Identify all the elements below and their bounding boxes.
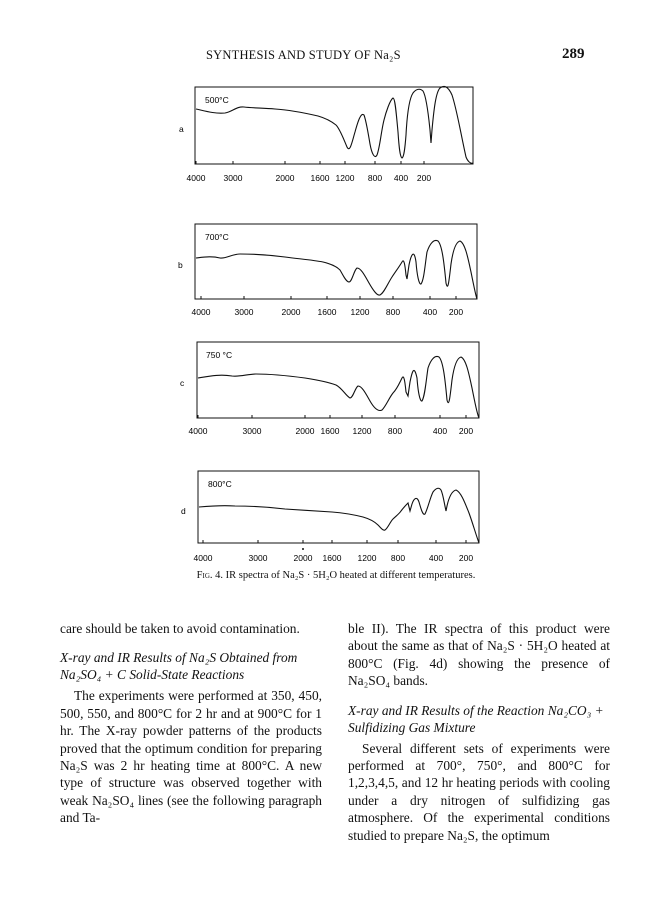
paragraph: ble II). The IR spectra of this product were about the same as that of Na₂S · 5H₂O heated at 800°C (Fig. 4d) showing the presence of Na₂SO₄ bands.	[348, 621, 610, 689]
tick-label: 1600	[320, 426, 340, 436]
tick-label: 2000	[295, 426, 315, 436]
paragraph: care should be taken to avoid contamination.	[60, 621, 300, 636]
tick-label: 4000	[188, 426, 208, 436]
tick-label: 1600	[310, 173, 330, 183]
tick-label: 200	[448, 307, 464, 317]
tick-label: 1200	[350, 307, 370, 317]
tick-label: 800	[385, 307, 401, 317]
spectrum-panel-d	[181, 471, 479, 563]
panel-d-frame	[198, 471, 479, 543]
body-column-right	[348, 620, 610, 844]
paragraph: The experiments were performed at 350, 450, 500, 550, and 800°C for 2 hr and at 900°C for 1 hr. The X-ray powder patterns of the products proved that the optimum condition for preparing Na₂S was 2 hr heating time at 800°C. A new type of structure was observed together with weak Na₂SO₄ lines (see the following paragraph and Ta-	[60, 688, 322, 826]
tick-label: 3000	[223, 173, 243, 183]
panel-a-spectrum	[196, 86, 473, 163]
tick-label: 4000	[186, 173, 206, 183]
panel-c-frame	[197, 342, 479, 418]
panel-a-frame	[195, 87, 473, 164]
tick-label: 800	[367, 173, 383, 183]
tick-label: 800	[390, 553, 406, 563]
section-heading: X-ray and IR Results of the Reaction Na₂CO₃ + Sulfidizing Gas Mixture	[348, 702, 604, 735]
tick-label: 1200	[357, 553, 377, 563]
panel-a-letter: a	[179, 124, 184, 134]
panel-d-dot-mark	[302, 548, 304, 550]
tick-label: 400	[432, 426, 448, 436]
tick-label: 1200	[352, 426, 372, 436]
tick-label: 200	[416, 173, 432, 183]
page-number: 289	[562, 46, 585, 62]
body-column-left	[60, 620, 322, 827]
figure-caption-label: Fig. 4.	[196, 570, 224, 581]
tick-label: 400	[422, 307, 438, 317]
tick-label: 3000	[234, 307, 254, 317]
spectrum-panel-a	[179, 86, 473, 183]
tick-label: 3000	[248, 553, 268, 563]
tick-label: 400	[428, 553, 444, 563]
tick-label: 1600	[317, 307, 337, 317]
panel-d-temperature: 800°C	[208, 479, 232, 489]
panel-c-spectrum	[198, 356, 479, 418]
panel-b-spectrum	[196, 240, 477, 299]
tick-label: 200	[458, 553, 474, 563]
panel-c-temperature: 750 °C	[206, 350, 233, 360]
running-title: SYNTHESIS AND STUDY OF Na₂S	[206, 48, 401, 62]
tick-label: 2000	[275, 173, 295, 183]
figure-caption	[0, 570, 672, 581]
spectrum-panel-c	[180, 342, 479, 436]
tick-label: 200	[458, 426, 474, 436]
section-heading: X-ray and IR Results of Na₂S Obtained from Na₂SO₄ + C Solid-State Reactions	[60, 650, 298, 683]
tick-label: 800	[387, 426, 403, 436]
tick-label: 2000	[293, 553, 313, 563]
tick-label: 1600	[322, 553, 342, 563]
panel-a-temperature: 500°C	[205, 95, 229, 105]
tick-label: 4000	[191, 307, 211, 317]
panel-b-letter: b	[178, 260, 183, 270]
panel-c-letter: c	[180, 378, 185, 388]
tick-label: 2000	[281, 307, 301, 317]
panel-d-letter: d	[181, 506, 186, 516]
tick-label: 4000	[193, 553, 213, 563]
tick-label: 400	[393, 173, 409, 183]
tick-label: 3000	[242, 426, 262, 436]
paragraph: Several different sets of experiments were performed at 700°, 750°, and 800°C for 1,2,3,4,5, and 12 hr heating periods with cooling under a dry nitrogen of sulfidizing gas atmosphere. Of the experimental conditions studied to prepare Na₂S, the optimum	[348, 740, 610, 843]
panel-d-spectrum	[199, 488, 479, 543]
spectrum-panel-b	[178, 224, 477, 317]
figure-caption-text: IR spectra of Na₂S · 5H₂O heated at different temperatures.	[225, 570, 476, 581]
tick-label: 1200	[335, 173, 355, 183]
panel-b-temperature: 700°C	[205, 232, 229, 242]
panel-b-frame	[195, 224, 477, 299]
